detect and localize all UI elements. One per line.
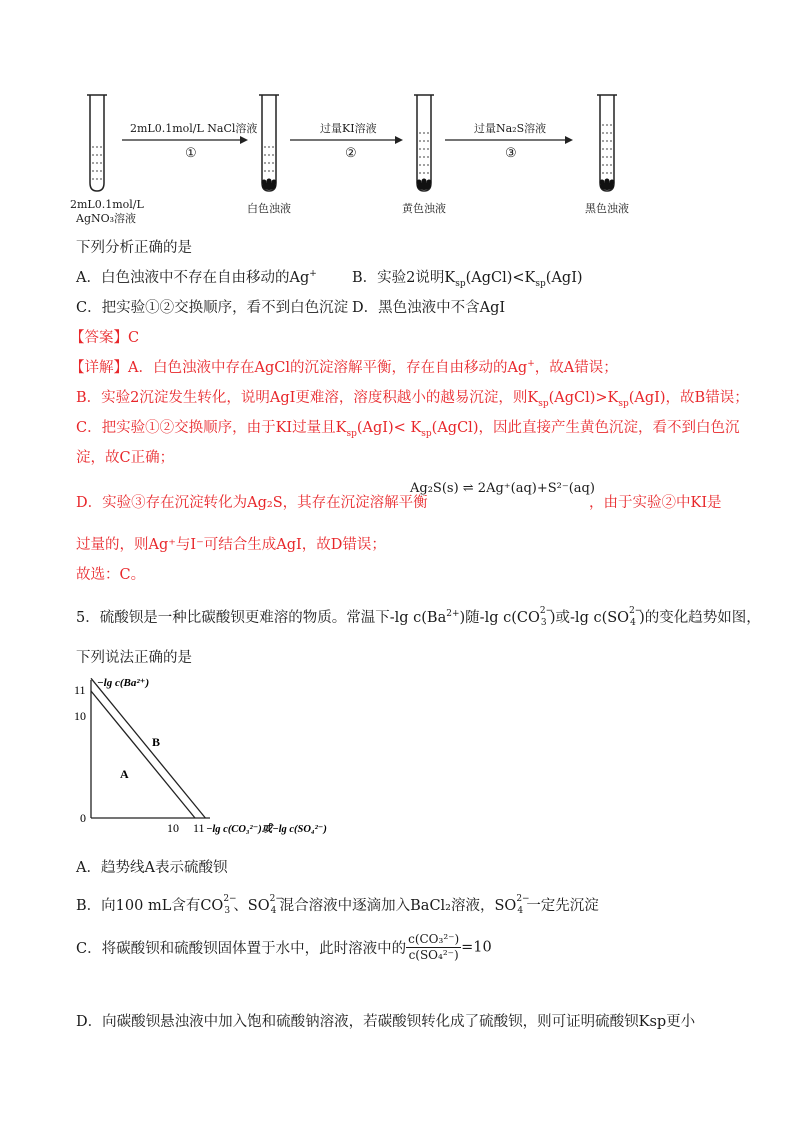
tube-1-label-line1: 2mL0.1mol/L <box>70 198 144 211</box>
tube-1-label-line2: AgNO₃溶液 <box>76 212 137 225</box>
test-tube-black <box>597 95 617 191</box>
arrow-step-2 <box>290 136 403 144</box>
q4-detail-d1-end: ，由于实验②中KI是 <box>589 495 722 511</box>
q4-option-b-pre: B．实验2说明K <box>352 270 456 286</box>
q5-stem-mid2: )或-lg c(SO <box>549 610 630 626</box>
detail-b-pre: B．实验2沉淀发生转化，说明AgI更难溶，溶度积越小的越易沉淀，则K <box>76 390 539 406</box>
trend-line-b <box>91 678 205 818</box>
x-tick-11: 11 <box>193 821 205 835</box>
q5-option-b-post: 一定先沉淀 <box>526 898 599 914</box>
sup-2plus: 2+ <box>446 609 460 620</box>
tube-2-label: 白色浊液 <box>247 202 291 215</box>
tube-4-label: 黑色浊液 <box>585 202 629 215</box>
ion-subscript: 4 <box>517 906 524 916</box>
step-2-number: ② <box>345 146 357 161</box>
y-tick-0: 0 <box>80 811 86 825</box>
tube-3-label: 黄色浊液 <box>402 202 446 215</box>
x-axis-label: −lg c(CO₃²⁻)或−lg c(SO₄²⁻) <box>206 824 327 835</box>
q5-option-b-pre: B．向100 mL含有CO <box>76 898 224 914</box>
q5-stem-pre: 5．硫酸钡是一种比碳酸钡更难溶的物质。常温下-lg c(Ba <box>76 610 447 626</box>
arrow-step-3 <box>445 136 573 144</box>
q5-option-a: A．趋势线A表示硫酸钡 <box>76 860 228 876</box>
detail-a-end: ，故A错误； <box>534 360 618 376</box>
detail-tag: 【详解】 <box>70 360 128 376</box>
q4-detail-c1 <box>76 416 739 437</box>
ion-subscript: 3 <box>224 906 231 916</box>
ion-charge: 2− <box>516 894 530 904</box>
q5-stem-post: )的变化趋势如图， <box>639 610 761 626</box>
sub-sp: sp <box>421 428 432 439</box>
q4-option-c: C．把实验①②交换顺序，看不到白色沉淀 <box>76 300 349 316</box>
q5-option-b-mid2: 混合溶液中逐滴加入BaCl₂溶液，SO <box>279 898 517 914</box>
ion-subscript: 3 <box>540 618 547 628</box>
concentration-fraction <box>406 932 461 963</box>
step-1-reagent: 2mL0.1mol/L NaCl溶液 <box>130 122 258 135</box>
step-3-number: ③ <box>505 146 517 161</box>
trend-line-a <box>91 691 195 818</box>
q4-detail-a: 【详解】A．白色浊液中存在AgCl的沉淀溶解平衡，存在自由移动的Ag+，故A错误； <box>70 359 618 376</box>
q5-stem-line1 <box>76 606 761 627</box>
sub-sp: sp <box>538 398 549 409</box>
q4-detail-c2: 淀，故C正确； <box>76 450 175 466</box>
ion-charge: 2− <box>223 894 237 904</box>
ksp-chart <box>60 672 360 844</box>
step-2-reagent: 过量KI溶液 <box>320 122 377 135</box>
step-3-reagent: 过量Na₂S溶液 <box>474 122 547 135</box>
q4-detail-d1: D．实验③存在沉淀转化为Ag₂S，其存在沉淀溶解平衡 <box>76 495 428 511</box>
q4-conclusion: 故选：C。 <box>76 567 146 583</box>
q5-option-c-pre: C．将碳酸钡和硫酸钡固体置于水中，此时溶液中的 <box>76 941 407 957</box>
q4-option-b-post: (AgI) <box>545 270 583 286</box>
ion-charge: 2− <box>539 606 554 616</box>
detail-b-post: (AgI)，故B错误； <box>628 390 749 406</box>
detail-b-mid: (AgCl)>K <box>548 390 619 406</box>
ion-subscript: 4 <box>270 906 277 916</box>
q4-prompt: 下列分析正确的是 <box>76 240 192 256</box>
y-tick-11: 11 <box>74 683 86 697</box>
fraction-numerator: c(CO₃²⁻) <box>408 932 460 946</box>
arrow-step-1 <box>122 136 248 144</box>
test-tube-white <box>259 95 279 191</box>
detail-a-text: A．白色浊液中存在AgCl的沉淀溶解平衡，存在自由移动的Ag <box>128 360 528 376</box>
ion-charge: 2− <box>629 606 643 616</box>
q4-detail-b <box>76 386 749 407</box>
test-tube-yellow <box>414 95 434 191</box>
step-1-number: ① <box>185 146 197 161</box>
sub-sp: sp <box>618 398 629 409</box>
ion-charge: 2− <box>269 894 283 904</box>
test-tube-agno3 <box>87 95 107 191</box>
series-label-b: B <box>152 735 161 749</box>
sub-sp: sp <box>535 278 546 289</box>
q4-option-a: A．白色浊液中不存在自由移动的Ag+ <box>76 269 317 286</box>
sub-sp: sp <box>455 278 466 289</box>
series-label-a: A <box>120 767 129 781</box>
q5-option-d: D．向碳酸钡悬浊液中加入饱和硫酸钠溶液，若碳酸钡转化成了硫酸钡，则可证明硫酸钡Ksp更小 <box>76 1014 696 1030</box>
x-tick-10: 10 <box>167 821 179 835</box>
y-axis-label: −lg c(Ba²⁺) <box>97 677 150 689</box>
ion-subscript: 4 <box>630 618 636 628</box>
q5-option-c-post: =10 <box>461 939 492 956</box>
y-tick-10: 10 <box>74 709 86 723</box>
q4-option-d: D．黑色浊液中不含AgI <box>352 300 506 316</box>
q4-option-b <box>352 266 583 287</box>
q5-stem-mid1: )随-lg c(CO <box>459 610 540 626</box>
q4-detail-d2: 过量的，则Ag⁺与I⁻可结合生成AgI，故D错误； <box>76 537 386 553</box>
q5-option-c <box>76 932 492 963</box>
detail-c1-post: (AgCl)，因此直接产生黄色沉淀，看不到白色沉 <box>431 420 740 436</box>
q4-option-b-mid: (AgCl)<K <box>465 270 536 286</box>
equilibrium-equation: Ag₂S(s) ⇌ 2Ag⁺(aq)+S²⁻(aq) <box>410 481 595 496</box>
q5-stem-line2: 下列说法正确的是 <box>76 650 192 666</box>
detail-c1-mid: (AgI)< K <box>356 420 422 436</box>
q4-answer: 【答案】C <box>70 330 140 346</box>
detail-c1-pre: C．把实验①②交换顺序，由于KI过量且K <box>76 420 347 436</box>
sub-sp: sp <box>346 428 357 439</box>
q5-option-b <box>76 894 599 915</box>
fraction-denominator: c(SO₄²⁻) <box>408 948 459 962</box>
q5-option-b-mid: 、SO <box>233 898 270 914</box>
q4-option-a-text: A．白色浊液中不存在自由移动的Ag <box>76 270 310 286</box>
